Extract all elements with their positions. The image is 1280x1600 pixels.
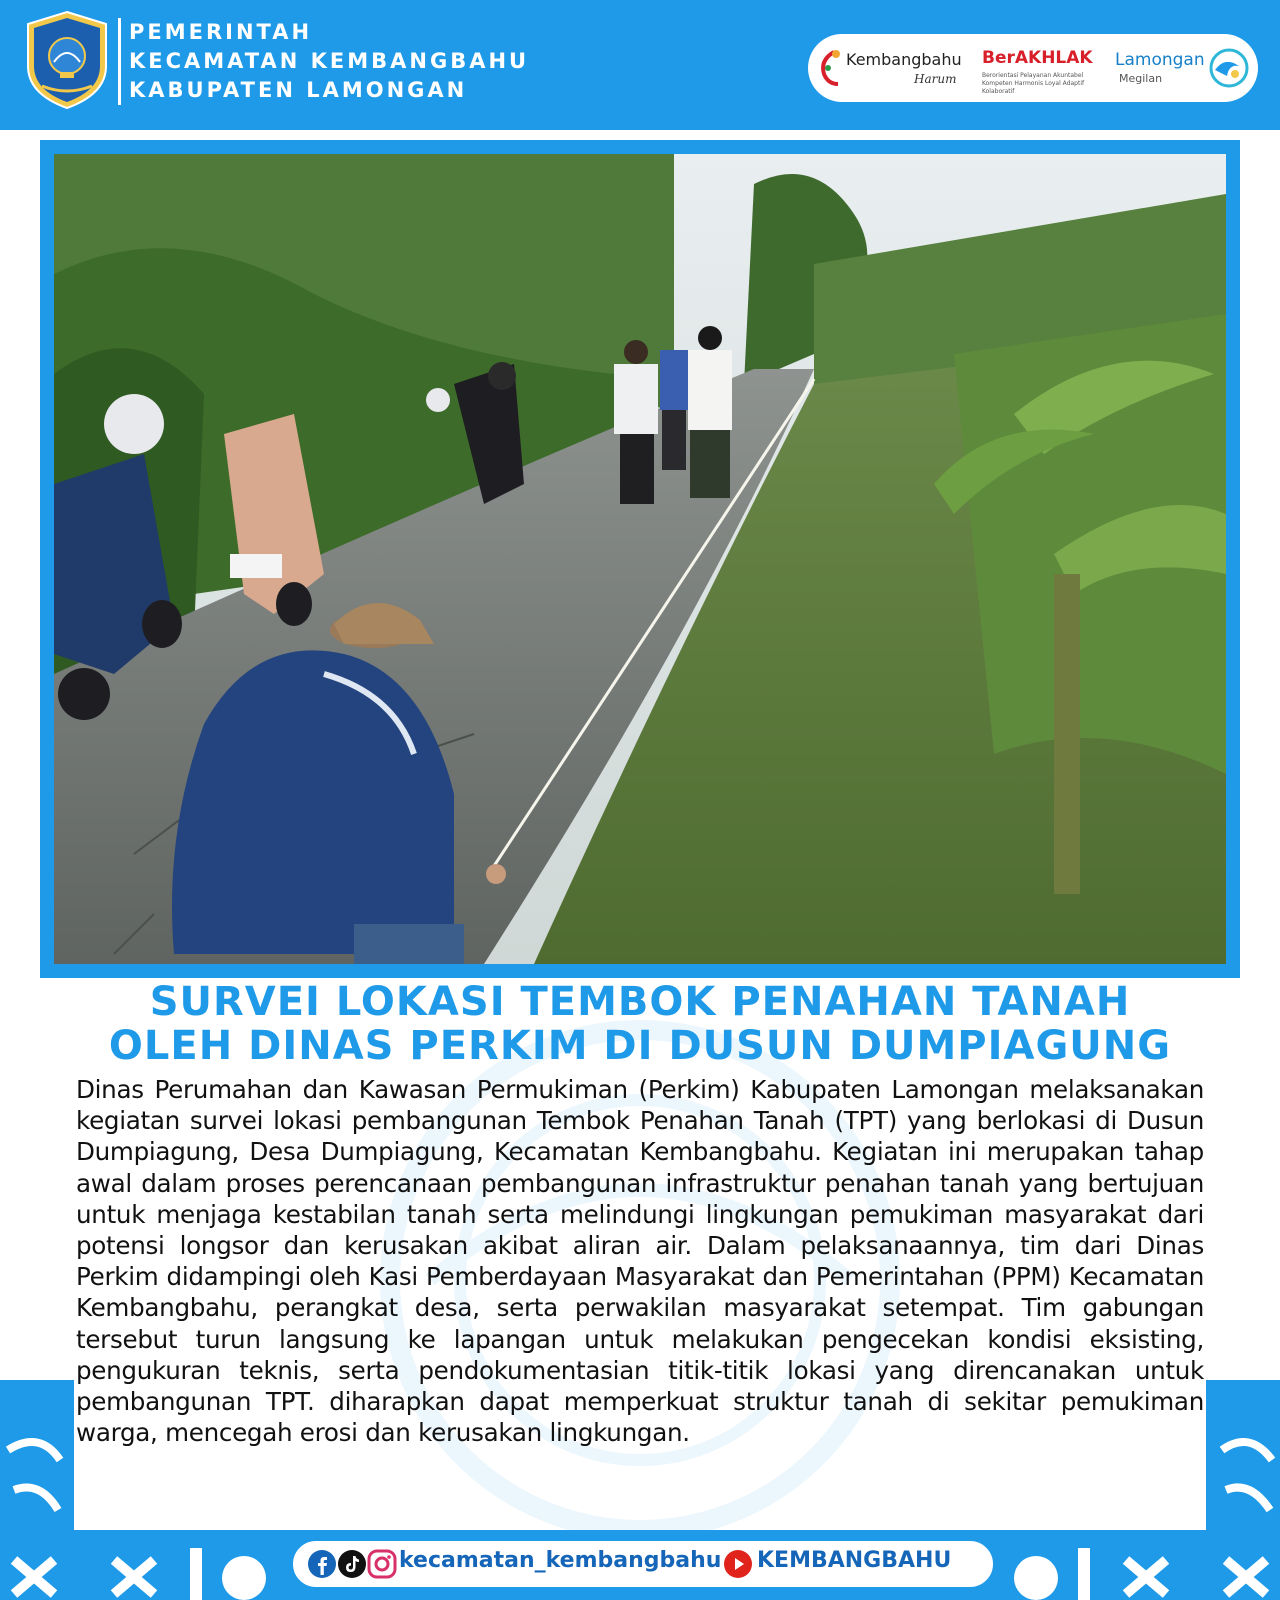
article-title bbox=[40, 980, 1240, 1068]
photo-frame bbox=[40, 140, 1240, 978]
youtube-icon[interactable] bbox=[723, 1549, 753, 1579]
social-footer bbox=[290, 1538, 996, 1590]
kembangbahu-logo-text: Kembangbahu bbox=[846, 50, 962, 69]
title-line-1: SURVEI LOKASI TEMBOK PENAHAN TANAH bbox=[149, 979, 1131, 1025]
berakhlak-logo bbox=[980, 42, 1110, 94]
instagram-icon[interactable] bbox=[367, 1549, 397, 1579]
organization-name bbox=[118, 18, 529, 105]
title-line-2: OLEH DINAS PERKIM DI DUSUN DUMPIAGUNG bbox=[108, 1023, 1172, 1069]
survey-photo bbox=[54, 154, 1226, 964]
lamongan-logo-tagline: Megilan bbox=[1119, 72, 1163, 85]
kembangbahu-logo-tagline: Harum bbox=[914, 72, 957, 86]
org-line-2: KECAMATAN KEMBANGBAHU bbox=[129, 49, 530, 73]
flower-icon bbox=[818, 48, 844, 88]
wave-icon bbox=[1205, 46, 1249, 90]
partner-logos bbox=[808, 34, 1258, 102]
berakhlak-logo-text: BerAKHLAK bbox=[982, 48, 1093, 68]
youtube-channel[interactable]: KEMBANGBAHU bbox=[757, 1548, 952, 1573]
social-handle[interactable]: kecamatan_kembangbahu bbox=[399, 1548, 722, 1573]
org-line-3: KABUPATEN LAMONGAN bbox=[129, 78, 468, 102]
tiktok-icon[interactable] bbox=[337, 1549, 367, 1579]
lamongan-emblem-icon bbox=[24, 10, 110, 110]
org-line-1: PEMERINTAH bbox=[129, 20, 313, 44]
berakhlak-logo-tagline: Berorientasi Pelayanan Akuntabel Kompeten Harmonis Loyal Adaptif Kolaboratif bbox=[982, 72, 1085, 95]
header-bar bbox=[0, 0, 1280, 130]
kembangbahu-harum-logo bbox=[816, 42, 976, 94]
lamongan-megilan-logo bbox=[1113, 42, 1253, 94]
facebook-icon[interactable] bbox=[307, 1549, 337, 1579]
lamongan-logo-text: Lamongan bbox=[1115, 50, 1205, 70]
survey-photo-illustration bbox=[54, 154, 1226, 964]
article-body: Dinas Perumahan dan Kawasan Permukiman (Perkim) Kabupaten Lamongan melaksanakan kegiatan survei lokasi pembangunan Tembok Penahan Tanah (TPT) yang berlokasi di Dusun Dumpiagung, Desa Dumpiagung, Kecamatan Kembangbahu. Kegiatan ini merupakan tahap awal dalam proses perencanaan pembangunan infrastruktur penahan tanah yang bertujuan untuk menjaga kestabilan tanah serta melindungi lingkungan pemukiman masyarakat dari potensi longsor dan kerusakan akibat aliran air. Dalam pelaksanaannya, tim dari Dinas Perkim didampingi oleh Kasi Pemberdayaan Masyarakat dan Pemerintahan (PPM) Kecamatan Kembangbahu, perangkat desa, serta perwakilan masyarakat setempat. Tim gabungan tersebut turun langsung ke lapangan untuk melakukan pengecekan kondisi eksisting, pengukuran teknis, serta pendokumentasian titik-titik lokasi yang direncanakan untuk pembangunan TPT. diharapkan dapat memperkuat struktur tanah di sekitar pemukiman warga, mencegah erosi dan kerusakan lingkungan. bbox=[76, 1075, 1204, 1448]
